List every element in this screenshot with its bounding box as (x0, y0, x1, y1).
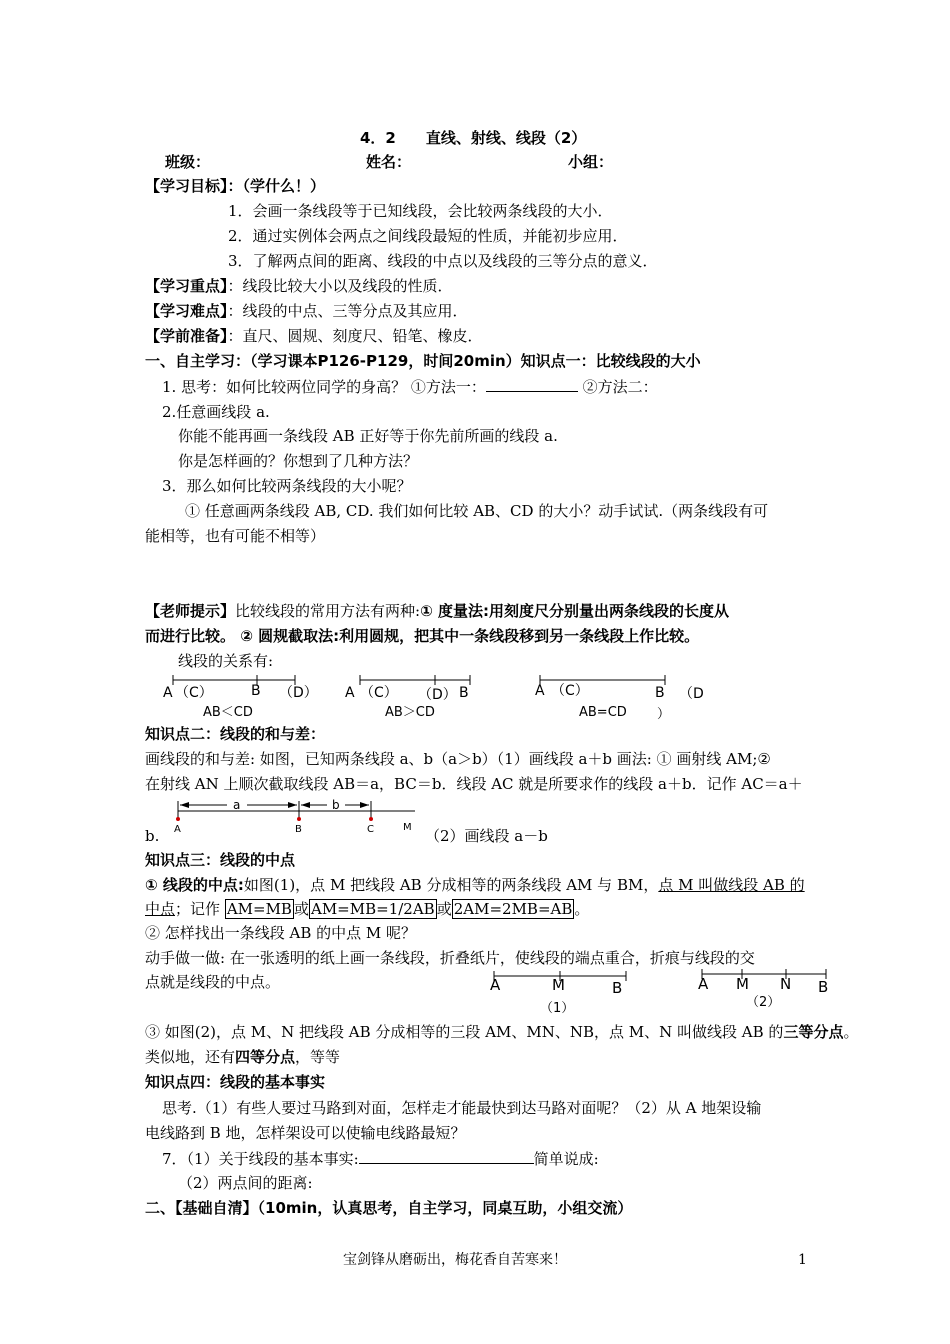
goal-item: 2．通过实例体会两点之间线段最短的性质，并能初步应用． (228, 227, 628, 245)
rel1-d: （D） (279, 685, 318, 701)
kp2-line-1: 画线段的和与差: 如图，已知两条线段 a、b（a＞b）（1）画线段 a＋b 画法: ① 画射线 AM;② (145, 750, 771, 768)
midpoint-word: 中点 (145, 900, 176, 918)
fig1-caption: （1） (540, 1001, 575, 1016)
class-label: 班级： (165, 153, 211, 171)
teacher-tip-line-2: 而进行比较。 ② 圆规截取法:利用圆规，把其中一条线段移到另一条线段上作比较。 (145, 627, 700, 645)
kp4-line-1: 思考.（1）有些人要过马路到对面，怎样走才能最快到达马路对面呢？（2）从 A 地架设输 (162, 1099, 762, 1117)
rel3-d: （D (679, 686, 704, 702)
fig2-m: M (736, 975, 749, 993)
rel2-a: A (345, 685, 355, 701)
figure-2 (698, 969, 828, 1010)
similar-text: 类似地，还有 (145, 1048, 236, 1066)
notation-label: ；记作 (175, 900, 221, 918)
rel3-a: A (535, 683, 545, 699)
sum-point-b: B (295, 824, 302, 835)
relation-less-figure (163, 675, 318, 720)
rel3-c: （C） (551, 683, 589, 699)
rel2-b: B (459, 685, 469, 701)
answer-blank[interactable] (359, 1163, 534, 1164)
rel1-b: B (251, 683, 261, 699)
midpoint-def: 如图(1)，点 M 把线段 AB 分成相等的两条线段 AM 与 BM， (243, 876, 659, 894)
relation-label: 线段的关系有: (178, 652, 274, 670)
section-2-heading: 二、【基础自清】（10min，认真思考，自主学习，同桌互助，小组交流） (145, 1199, 633, 1217)
fig1-b: B (612, 979, 623, 997)
midpoint-def-underlined: 点 M 叫做线段 AB 的 (658, 876, 805, 894)
line-end: 。 (574, 900, 590, 918)
figure-1 (490, 971, 626, 1016)
rel1-caption: AB＜CD (203, 705, 253, 720)
kp2-line-3: b. (145, 827, 160, 845)
rel3-b: B (655, 685, 665, 701)
fig2-b: B (818, 978, 829, 996)
rel1-a: A (163, 685, 173, 701)
rel2-c: （C） (360, 685, 398, 701)
fig1-m: M (552, 976, 565, 994)
group-label: 小组： (568, 153, 614, 171)
formula-1: AM=MB (226, 900, 292, 918)
midpoint-term: ① 线段的中点: (145, 876, 244, 894)
fig2-n: N (780, 975, 792, 993)
footer-motto: 宝剑锋从磨砺出，梅花香自苦寒来！ (343, 1252, 567, 1268)
fig2-a: A (698, 975, 709, 993)
trisection-term: 三等分点 (783, 1023, 844, 1041)
difficulty-line (145, 301, 468, 321)
question-7-short: 简单说成: (533, 1150, 599, 1168)
teacher-tip-line-1 (145, 601, 729, 621)
kp3-line-2 (145, 899, 589, 919)
difficulty-label: 【学习难点】 (145, 302, 228, 320)
question-3b: 能相等，也有可能不相等） (145, 527, 326, 545)
knowledge-point-2-heading: 知识点二：线段的和与差： (145, 725, 326, 743)
trisection-end: 。 (843, 1023, 859, 1041)
goals-heading: 【学习目标】：（学什么！） (145, 177, 326, 195)
key-point-text: ：线段比较大小以及线段的性质． (227, 277, 453, 295)
rel2-caption: AB＞CD (385, 705, 435, 720)
formula-2: AM=MB=1/2AB (310, 900, 435, 918)
question-3a: ① 任意画两条线段 AB, CD. 我们如何比较 AB、CD 的大小？动手试试.（两条线段有可 (185, 502, 769, 520)
question-1 (162, 377, 658, 397)
sum-point-c: C (367, 824, 374, 835)
etc-text: ，等等 (295, 1048, 341, 1066)
teacher-tip-method1: ① 度量法:用刻度尺分别量出两条线段的长度从 (420, 602, 730, 620)
name-label: 姓名： (366, 153, 412, 171)
prep-text: ：直尺、圆规、刻度尺、铅笔、橡皮． (227, 327, 483, 345)
kp3-line-7 (145, 1047, 340, 1067)
trisection-def: ③ 如图(2)，点 M、N 把线段 AB 分成相等的三段 AM、MN、NB，点 M、N 叫做线段 AB 的 (145, 1023, 784, 1041)
kp2-line-2: 在射线 AN 上顺次截取线段 AB＝a，BC＝b．线段 AC 就是所要求作的线段 a＋b．记作 AC＝a＋ (145, 775, 803, 793)
question-3: 3．那么如何比较两条线段的大小呢？ (162, 477, 412, 495)
question-7-text: 7．（1）关于线段的基本事实: (162, 1150, 359, 1168)
answer-blank[interactable] (486, 391, 578, 392)
question-1-method2: ②方法二： (577, 378, 658, 396)
section-1-heading: 一、自主学习：（学习课本P126-P129，时间20min）知识点一：比较线段的大小 (145, 352, 701, 370)
knowledge-point-3-heading: 知识点三：线段的中点 (145, 851, 296, 869)
kp3-line-5: 点就是线段的中点。 (145, 973, 281, 991)
rel2-d: （D） (418, 687, 457, 703)
question-7 (162, 1149, 599, 1169)
kp2-difference: （2）画线段 a－b (425, 827, 548, 845)
page-number: 1 (798, 1252, 807, 1268)
question-7b: （2）两点间的距离: (178, 1174, 313, 1192)
key-point-label: 【学习重点】 (145, 277, 228, 295)
page-title: 4．2 直线、射线、线段（2） (360, 129, 587, 147)
sum-a-label: a (233, 798, 241, 812)
question-2: 2.任意画线段 a. (162, 403, 270, 421)
kp3-line-6 (145, 1022, 858, 1042)
midpoint-figures (480, 968, 840, 1018)
fig2-caption: （2） (746, 995, 781, 1010)
relation-greater-figure (345, 675, 470, 720)
segment-sum-figure (165, 797, 425, 839)
teacher-tip-label: 【老师提示】 (145, 602, 236, 620)
prep-label: 【学前准备】 (145, 327, 228, 345)
segment-relation-diagrams (145, 672, 865, 722)
question-2a: 你能不能再画一条线段 AB 正好等于你先前所画的线段 a. (178, 427, 558, 445)
rel1-c: （C） (175, 685, 213, 701)
question-1-text: 1. 思考：如何比较两位同学的身高？ ①方法一： (162, 378, 486, 396)
quadrisection-term: 四等分点 (235, 1048, 296, 1066)
or-2: 或 (436, 900, 452, 918)
or-1: 或 (293, 900, 309, 918)
rel3-caption: AB=CD (579, 705, 627, 720)
sum-b-label: b (332, 798, 340, 812)
sum-point-a: A (174, 824, 181, 835)
teacher-tip-text: 比较线段的常用方法有两种: (235, 602, 421, 620)
kp4-line-2: 电线路到 B 地，怎样架设可以使输电线路最短？ (145, 1124, 466, 1142)
difficulty-text: ：线段的中点、三等分点及其应用． (227, 302, 468, 320)
fig1-a: A (490, 976, 501, 994)
formula-3: 2AM=2MB=AB (453, 900, 573, 918)
kp3-line-4: 动手做一做: 在一张透明的纸上画一条线段，折叠纸片，使线段的端点重合，折痕与线段的交 (145, 949, 755, 967)
key-point-line (145, 276, 453, 296)
prep-line (145, 326, 483, 346)
rel3-d-close: ） (657, 707, 671, 722)
question-2b: 你是怎样画的？你想到了几种方法？ (178, 452, 419, 470)
relation-equal-figure (535, 675, 704, 722)
kp3-line-3: ② 怎样找出一条线段 AB 的中点 M 呢？ (145, 924, 417, 942)
kp3-line-1 (145, 875, 805, 895)
goal-item: 1．会画一条线段等于已知线段，会比较两条线段的大小． (228, 202, 613, 220)
goal-item: 3．了解两点间的距离、线段的中点以及线段的三等分点的意义． (228, 252, 658, 270)
knowledge-point-4-heading: 知识点四：线段的基本事实 (145, 1073, 326, 1091)
sum-point-m: M (403, 822, 412, 833)
